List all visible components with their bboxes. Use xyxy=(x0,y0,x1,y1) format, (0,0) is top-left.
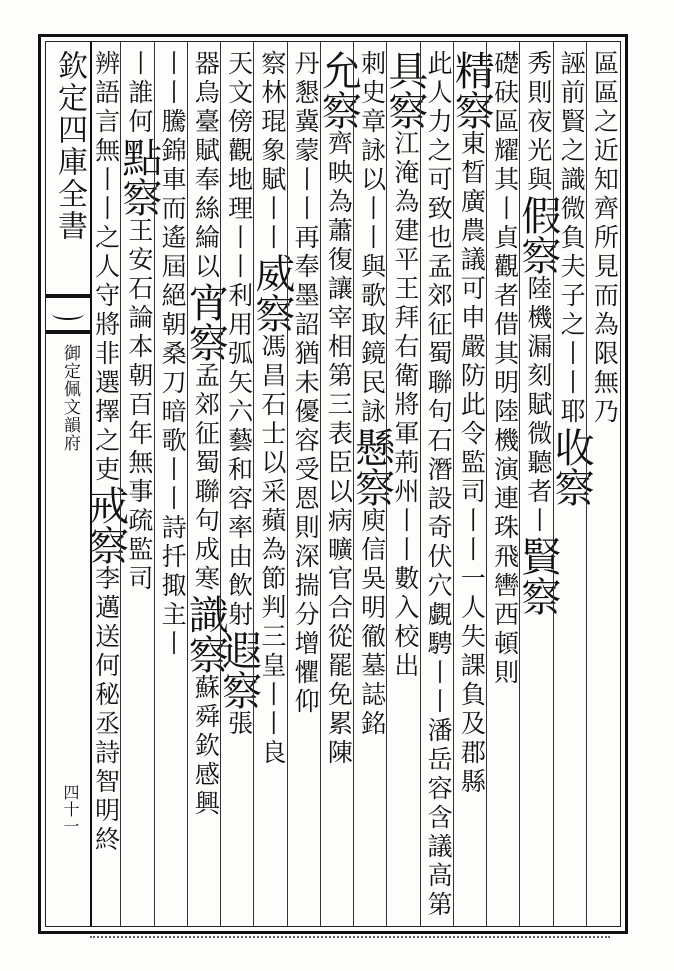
headword: 遐察 xyxy=(215,630,262,710)
text-column: 刺史章詠以丨丨與歌取鏡民詠懸察庾信吳明徹墓誌銘 xyxy=(348,50,395,739)
headword: 點察 xyxy=(115,137,162,217)
text-column: 具察江淹為建平王拜右衛將軍荊州丨丨數入校出 xyxy=(381,50,428,681)
text-column: 誣前賢之識微負夫子之丨丨耶收察 xyxy=(548,50,595,507)
headword: 具察 xyxy=(381,50,428,130)
text-column: 丹懇冀蒙丨丨再奉墨詔猶未優容受恩則深揣分增懼仰 xyxy=(291,50,321,717)
text-column: 器烏臺賦奉絲綸以宵察孟郊征蜀聯句成寒識察蘇舜欽感興 xyxy=(182,50,229,819)
column-rule xyxy=(386,42,387,926)
text-column: 丨誰何點察王安石論本朝百年無事疏監司 xyxy=(115,50,162,594)
column-rule xyxy=(453,42,454,926)
column-rule xyxy=(220,42,221,926)
headword: 收察 xyxy=(548,427,595,507)
column-rule xyxy=(420,42,421,926)
headword: 假察 xyxy=(514,195,561,275)
text-body xyxy=(82,42,620,926)
column-rule xyxy=(353,42,354,926)
bottom-edge-mark xyxy=(90,936,610,938)
column-rule xyxy=(120,42,121,926)
headword: 戒察 xyxy=(82,485,129,565)
text-column: 區區之近知齊所見而為限無乃 xyxy=(590,50,620,427)
text-column: 察林琨象賦丨丨威察馮昌石士以采蘋為節判三皇丨丨良 xyxy=(248,50,295,768)
headword: 懸察 xyxy=(348,427,395,507)
text-column: 允察齊映為蕭復讓宰相第三表臣以病曠官合從罷免累陳 xyxy=(315,50,362,768)
headword: 威察 xyxy=(248,253,295,333)
book-title: 欽定四庫全書 xyxy=(52,50,87,242)
column-rule xyxy=(253,42,254,926)
text-column: 礎砆區耀其丨貞觀者借其明陸機演連珠飛轡西頓則 xyxy=(490,50,520,688)
page-frame xyxy=(38,34,628,934)
column-rule xyxy=(154,42,155,926)
text-column: 天文傍觀地理丨丨利用弧矢六藝和容率由飲射遐察張 xyxy=(215,50,262,739)
column-rule xyxy=(553,42,554,926)
column-rule xyxy=(320,42,321,926)
headword: 宵察 xyxy=(182,282,229,362)
column-rule xyxy=(486,42,487,926)
headword: 精察 xyxy=(448,50,495,130)
headword: 識察 xyxy=(182,594,229,674)
text-column: 丨丨騰錦車而遙屆絕朝桑刀暗歌丨丨詩扦掫主丨 xyxy=(158,50,188,659)
column-rule xyxy=(187,42,188,926)
headword: 允察 xyxy=(315,50,362,130)
column-rule xyxy=(287,42,288,926)
column-rule xyxy=(586,42,587,926)
headword: 賢察 xyxy=(514,536,561,616)
page-number: 四十一 xyxy=(61,784,80,835)
text-column: 秀則夜光與假察陸機漏刻賦微聽者丨賢察 xyxy=(514,50,561,616)
text-column: 精察東晳廣農議可申嚴防此令監司丨丨一人失課負及郡縣 xyxy=(448,50,495,797)
book-subtitle: 御定佩文韻府 xyxy=(60,344,80,452)
text-column: 此人力之可致也孟郊征蜀聯句石潛設奇伏穴覷騁丨丨潘岳容含議高第 xyxy=(424,50,454,920)
column-rule xyxy=(519,42,520,926)
text-column: 辨語言無丨丨之人守將非選擇之吏戒察李邁送何秘丞詩智明終 xyxy=(82,50,129,855)
inner-frame xyxy=(45,41,621,927)
